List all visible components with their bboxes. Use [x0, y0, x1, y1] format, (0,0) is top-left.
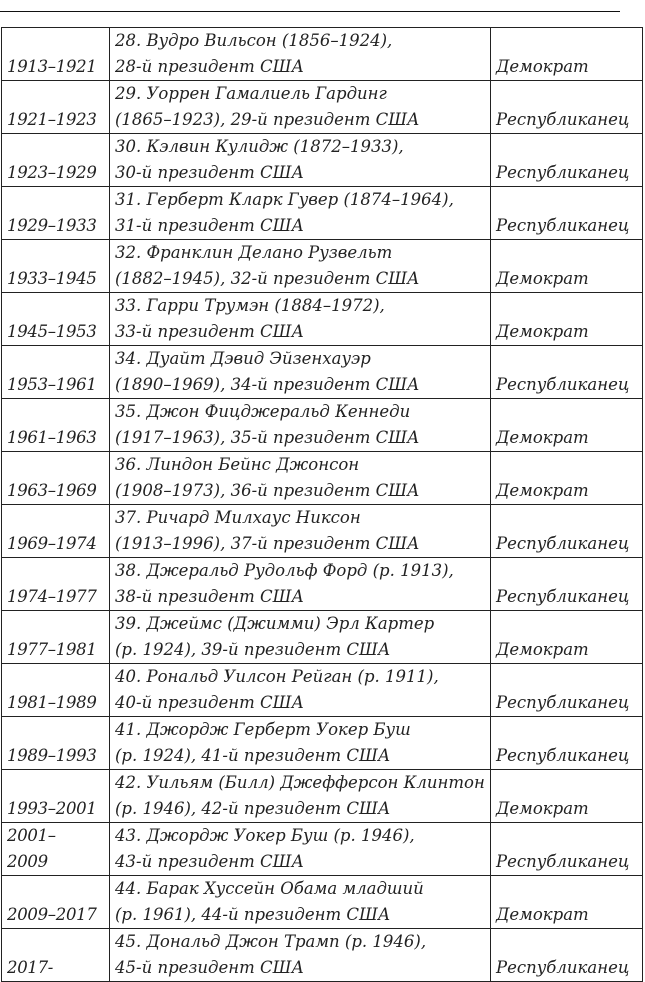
- president-text: 45-й президент США: [115, 958, 304, 977]
- years-cell: [2, 452, 110, 505]
- years-cell: [2, 611, 110, 664]
- president-text: 33-й президент США: [115, 322, 304, 341]
- president-text: (р. 1961), 44-й президент США: [115, 905, 391, 924]
- president-cell: [110, 81, 491, 134]
- party-cell: [491, 770, 643, 823]
- years-text: 1974–1977: [7, 587, 97, 606]
- presidents-table: [1, 27, 643, 982]
- party-text: Республиканец: [496, 375, 630, 394]
- table-row: [2, 240, 643, 293]
- president-text: (1882–1945), 32-й президент США: [115, 269, 420, 288]
- president-text: (р. 1924), 41-й президент США: [115, 746, 391, 765]
- party-cell: [491, 876, 643, 929]
- years-cell: [2, 823, 110, 876]
- president-text: 36. Линдон Бейнс Джонсон: [115, 455, 360, 474]
- president-text: 30. Кэлвин Кулидж (1872–1933),: [115, 137, 404, 156]
- party-cell: [491, 505, 643, 558]
- president-cell: [110, 611, 491, 664]
- party-text: Республиканец: [496, 110, 630, 129]
- presidents-table-body: [2, 28, 643, 982]
- president-cell: [110, 505, 491, 558]
- table-row: [2, 505, 643, 558]
- party-text: Республиканец: [496, 693, 630, 712]
- president-cell: [110, 28, 491, 81]
- years-text: 1953–1961: [7, 375, 97, 394]
- president-cell: [110, 187, 491, 240]
- party-cell: [491, 81, 643, 134]
- president-text: 29. Уоррен Гамалиель Гардинг: [115, 84, 387, 103]
- party-cell: [491, 611, 643, 664]
- president-cell: [110, 134, 491, 187]
- years-cell: [2, 558, 110, 611]
- years-text: 1921–1923: [7, 110, 97, 129]
- years-text: 2009: [7, 852, 48, 871]
- president-text: 31-й президент США: [115, 216, 304, 235]
- years-text: 1933–1945: [7, 269, 97, 288]
- years-text: 2009–2017: [7, 905, 97, 924]
- years-text: 1923–1929: [7, 163, 97, 182]
- table-row: [2, 611, 643, 664]
- years-text: 2001–: [7, 826, 56, 845]
- party-text: Демократ: [496, 269, 589, 288]
- table-row: [2, 717, 643, 770]
- table-row: [2, 876, 643, 929]
- years-text: 1945–1953: [7, 322, 97, 341]
- president-cell: [110, 664, 491, 717]
- president-cell: [110, 876, 491, 929]
- party-cell: [491, 558, 643, 611]
- president-text: 42. Уильям (Билл) Джефферсон Клинтон: [115, 773, 485, 792]
- years-text: 1977–1981: [7, 640, 97, 659]
- years-text: 1989–1993: [7, 746, 97, 765]
- party-cell: [491, 399, 643, 452]
- president-cell: [110, 346, 491, 399]
- president-text: 43. Джордж Уокер Буш (р. 1946),: [115, 826, 415, 845]
- party-text: Республиканец: [496, 587, 630, 606]
- years-cell: [2, 293, 110, 346]
- table-row: [2, 134, 643, 187]
- president-text: 39. Джеймс (Джимми) Эрл Картер: [115, 614, 435, 633]
- president-cell: [110, 717, 491, 770]
- table-row: [2, 929, 643, 982]
- president-cell: [110, 558, 491, 611]
- president-cell: [110, 823, 491, 876]
- table-row: [2, 346, 643, 399]
- president-cell: [110, 929, 491, 982]
- president-cell: [110, 293, 491, 346]
- president-text: 30-й президент США: [115, 163, 304, 182]
- years-cell: [2, 187, 110, 240]
- party-text: Демократ: [496, 57, 589, 76]
- table-row: [2, 293, 643, 346]
- party-text: Республиканец: [496, 746, 630, 765]
- president-text: (1890–1969), 34-й президент США: [115, 375, 420, 394]
- president-cell: [110, 770, 491, 823]
- party-cell: [491, 452, 643, 505]
- president-text: 37. Ричард Милхаус Никсон: [115, 508, 361, 527]
- party-cell: [491, 929, 643, 982]
- president-text: (1908–1973), 36-й президент США: [115, 481, 420, 500]
- party-cell: [491, 717, 643, 770]
- table-row: [2, 558, 643, 611]
- years-text: 1963–1969: [7, 481, 97, 500]
- president-text: 40. Рональд Уилсон Рейган (р. 1911),: [115, 667, 439, 686]
- party-cell: [491, 134, 643, 187]
- party-text: Демократ: [496, 322, 589, 341]
- party-text: Республиканец: [496, 958, 630, 977]
- president-text: 45. Дональд Джон Трамп (р. 1946),: [115, 932, 427, 951]
- table-row: [2, 187, 643, 240]
- years-cell: [2, 664, 110, 717]
- table-row: [2, 28, 643, 81]
- president-text: 38. Джеральд Рудольф Форд (р. 1913),: [115, 561, 454, 580]
- party-text: Республиканец: [496, 163, 630, 182]
- table-row: [2, 81, 643, 134]
- president-text: 40-й президент США: [115, 693, 304, 712]
- president-cell: [110, 399, 491, 452]
- top-rule: [0, 11, 620, 12]
- president-text: 32. Франклин Делано Рузвельт: [115, 243, 393, 262]
- president-text: 28-й президент США: [115, 57, 304, 76]
- party-cell: [491, 823, 643, 876]
- years-cell: [2, 929, 110, 982]
- party-cell: [491, 28, 643, 81]
- president-text: (1913–1996), 37-й президент США: [115, 534, 420, 553]
- president-text: 35. Джон Фицджеральд Кеннеди: [115, 402, 411, 421]
- party-cell: [491, 293, 643, 346]
- years-text: 1961–1963: [7, 428, 97, 447]
- president-text: 31. Герберт Кларк Гувер (1874–1964),: [115, 190, 454, 209]
- years-text: 1981–1989: [7, 693, 97, 712]
- table-row: [2, 399, 643, 452]
- years-cell: [2, 717, 110, 770]
- years-cell: [2, 505, 110, 558]
- party-cell: [491, 187, 643, 240]
- table-row: [2, 452, 643, 505]
- party-text: Республиканец: [496, 534, 630, 553]
- table-row: [2, 770, 643, 823]
- years-cell: [2, 28, 110, 81]
- years-text: 1969–1974: [7, 534, 97, 553]
- president-cell: [110, 240, 491, 293]
- president-text: (1917–1963), 35-й президент США: [115, 428, 420, 447]
- years-text: 1993–2001: [7, 799, 97, 818]
- president-text: (1865–1923), 29-й президент США: [115, 110, 420, 129]
- president-text: (р. 1946), 42-й президент США: [115, 799, 391, 818]
- table-row: [2, 823, 643, 876]
- years-text: 1929–1933: [7, 216, 97, 235]
- years-cell: [2, 399, 110, 452]
- president-text: 28. Вудро Вильсон (1856–1924),: [115, 31, 393, 50]
- party-text: Демократ: [496, 481, 589, 500]
- party-text: Демократ: [496, 640, 589, 659]
- years-cell: [2, 876, 110, 929]
- party-text: Демократ: [496, 428, 589, 447]
- years-text: 2017-: [7, 958, 54, 977]
- party-text: Республиканец: [496, 216, 630, 235]
- party-cell: [491, 664, 643, 717]
- party-text: Демократ: [496, 799, 589, 818]
- party-cell: [491, 240, 643, 293]
- president-text: 43-й президент США: [115, 852, 304, 871]
- president-text: 38-й президент США: [115, 587, 304, 606]
- president-text: 34. Дуайт Дэвид Эйзенхауэр: [115, 349, 371, 368]
- table-row: [2, 664, 643, 717]
- years-cell: [2, 134, 110, 187]
- years-cell: [2, 346, 110, 399]
- president-text: 44. Барак Хуссейн Обама младший: [115, 879, 424, 898]
- years-cell: [2, 240, 110, 293]
- years-cell: [2, 81, 110, 134]
- years-text: 1913–1921: [7, 57, 97, 76]
- president-text: 33. Гарри Трумэн (1884–1972),: [115, 296, 385, 315]
- president-text: (р. 1924), 39-й президент США: [115, 640, 391, 659]
- party-text: Республиканец: [496, 852, 630, 871]
- party-text: Демократ: [496, 905, 589, 924]
- years-cell: [2, 770, 110, 823]
- president-text: 41. Джордж Герберт Уокер Буш: [115, 720, 411, 739]
- party-cell: [491, 346, 643, 399]
- president-cell: [110, 452, 491, 505]
